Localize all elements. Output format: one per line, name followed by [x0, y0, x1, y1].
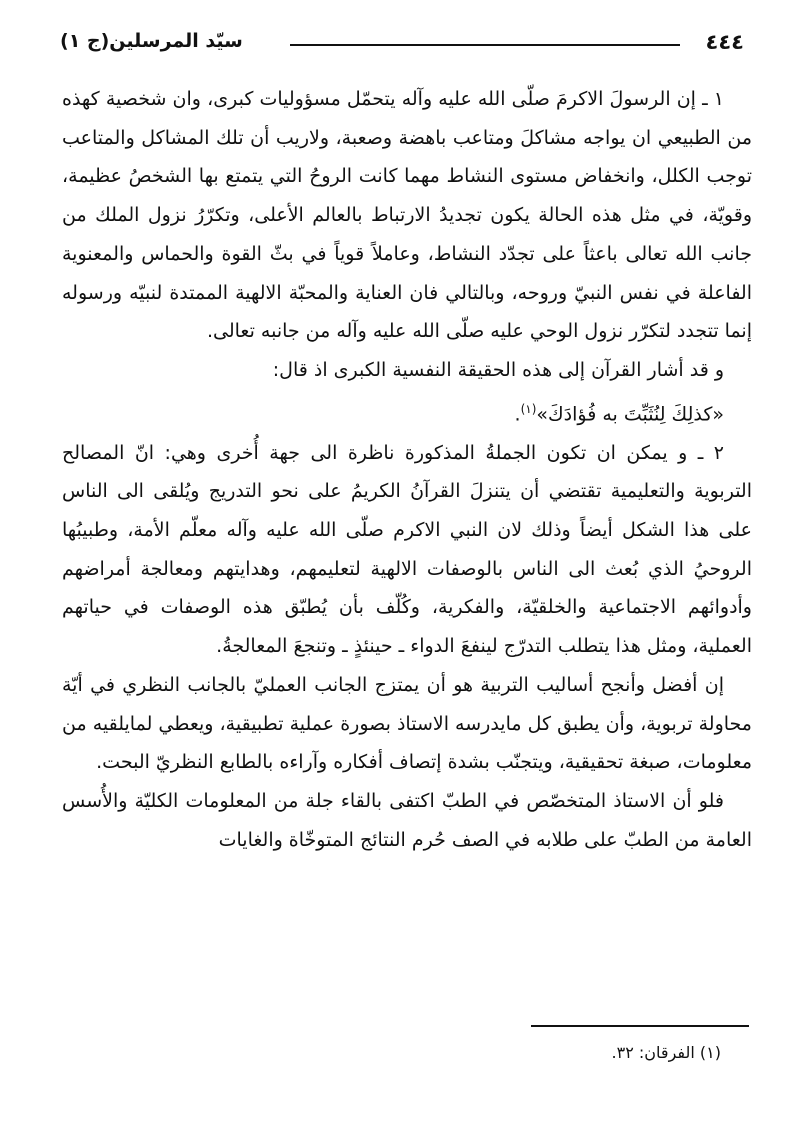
footnote-marker: (١)	[520, 401, 537, 416]
running-title: سيّد المرسلين(ج ١)	[60, 30, 243, 52]
paragraph-5: فلو أن الاستاذ المتخصّص في الطبّ اكتفى بالقاء جلة من المعلومات الكليّة والأُسس العامة من الطبّ على طلابه في الصف حُرم النتائج المتوخّاة والغايات	[62, 789, 752, 851]
footnote: (١) الفرقان: ٣٢.	[611, 1043, 721, 1062]
footnote-rule	[531, 1025, 749, 1027]
header-rule	[290, 44, 680, 46]
paragraph-4: إن أفضل وأنجح أساليب التربية هو أن يمتزج الجانب العمليّ بالجانب النظري في أيّة محاولة تربوية، وأن يطبق كل مايدرسه الاستاذ بصورة عملية تطبيقية، ويعطي لمايلقيه من معلومات، صبغة تحقيقية، ويتجنّب بشدة إتصاف أفكاره وآراءه بالطابع النظريّ البحت.	[62, 673, 752, 774]
page-number: ٤٤٤	[705, 30, 744, 54]
quran-verse: «كذلِكَ لِنُثَبِّتَ به فُؤادَكَ»$^{(١)}$.	[514, 401, 724, 425]
body-text	[62, 80, 752, 859]
page-header	[60, 26, 744, 62]
paragraph-3: ٢ ـ و يمكن ان تكون الجملةُ المذكورة ناظرة الى جهة أُخرى وهي: انّ المصالح التربوية والتعليمية تقتضي أن يتنزلَ القرآنُ الكريمُ على نحو التدريج ويُلقى الى الناس على هذا الشكل أيضاً وذلك لان النبي الاكرم صلّى الله عليه وآله معلّم الأمة، وطبيبُها الروحيُ الذي بُعث الى الناس بالوصفات الالهية لتعليمهم، وهدايتهم ومعالجة أمراضهم وأدوائهم الاجتماعية والخلقيّة، والفكرية، وكُلّف بأن يُطبّق هذه الوصفات في حياتهم العملية، ومثل هذا يتطلب التدرّج لينفعَ الدواء ـ حينئذٍ ـ وتنجعَ المعالجةُ.	[62, 441, 752, 658]
paragraph-2: و قد أشار القرآن إلى هذه الحقيقة النفسية الكبرى اذ قال:	[272, 358, 724, 381]
paragraph-1: ١ ـ إن الرسولَ الاكرمَ صلّى الله عليه وآله يتحمّل مسؤوليات كبرى، وان شخصية كهذه من الطبيعي ان يواجه مشاكلَ ومتاعب باهضة وصعبة، ولاريب أن تلك المشاكل والمتاعب توجب الكلل، وانخفاض مستوى النشاط مهما كانت الروحُ التي يتمتع بها الشخصُ عظيمة، وقويّة، في مثل هذه الحالة يكون تجديدُ الارتباط بالعالم الأعلى، وتكرّرُ نزول الملك من جانب الله تعالى باعثاً على تجدّد النشاط، وعاملاً قوياً في بثّ القوة والحماس والمعنوية الفاعلة في نفس النبيّ وروحه، وبالتالي فان العناية والمحبّة الالهية الممتدة لنبيّه ورسوله إنما تتجدد لتكرّر نزول الوحي عليه صلّى الله عليه وآله من جانبه تعالى.	[62, 88, 752, 343]
quran-verse-text: «كذلِكَ لِنُثَبِّتَ به فُؤادَكَ»	[536, 402, 724, 425]
